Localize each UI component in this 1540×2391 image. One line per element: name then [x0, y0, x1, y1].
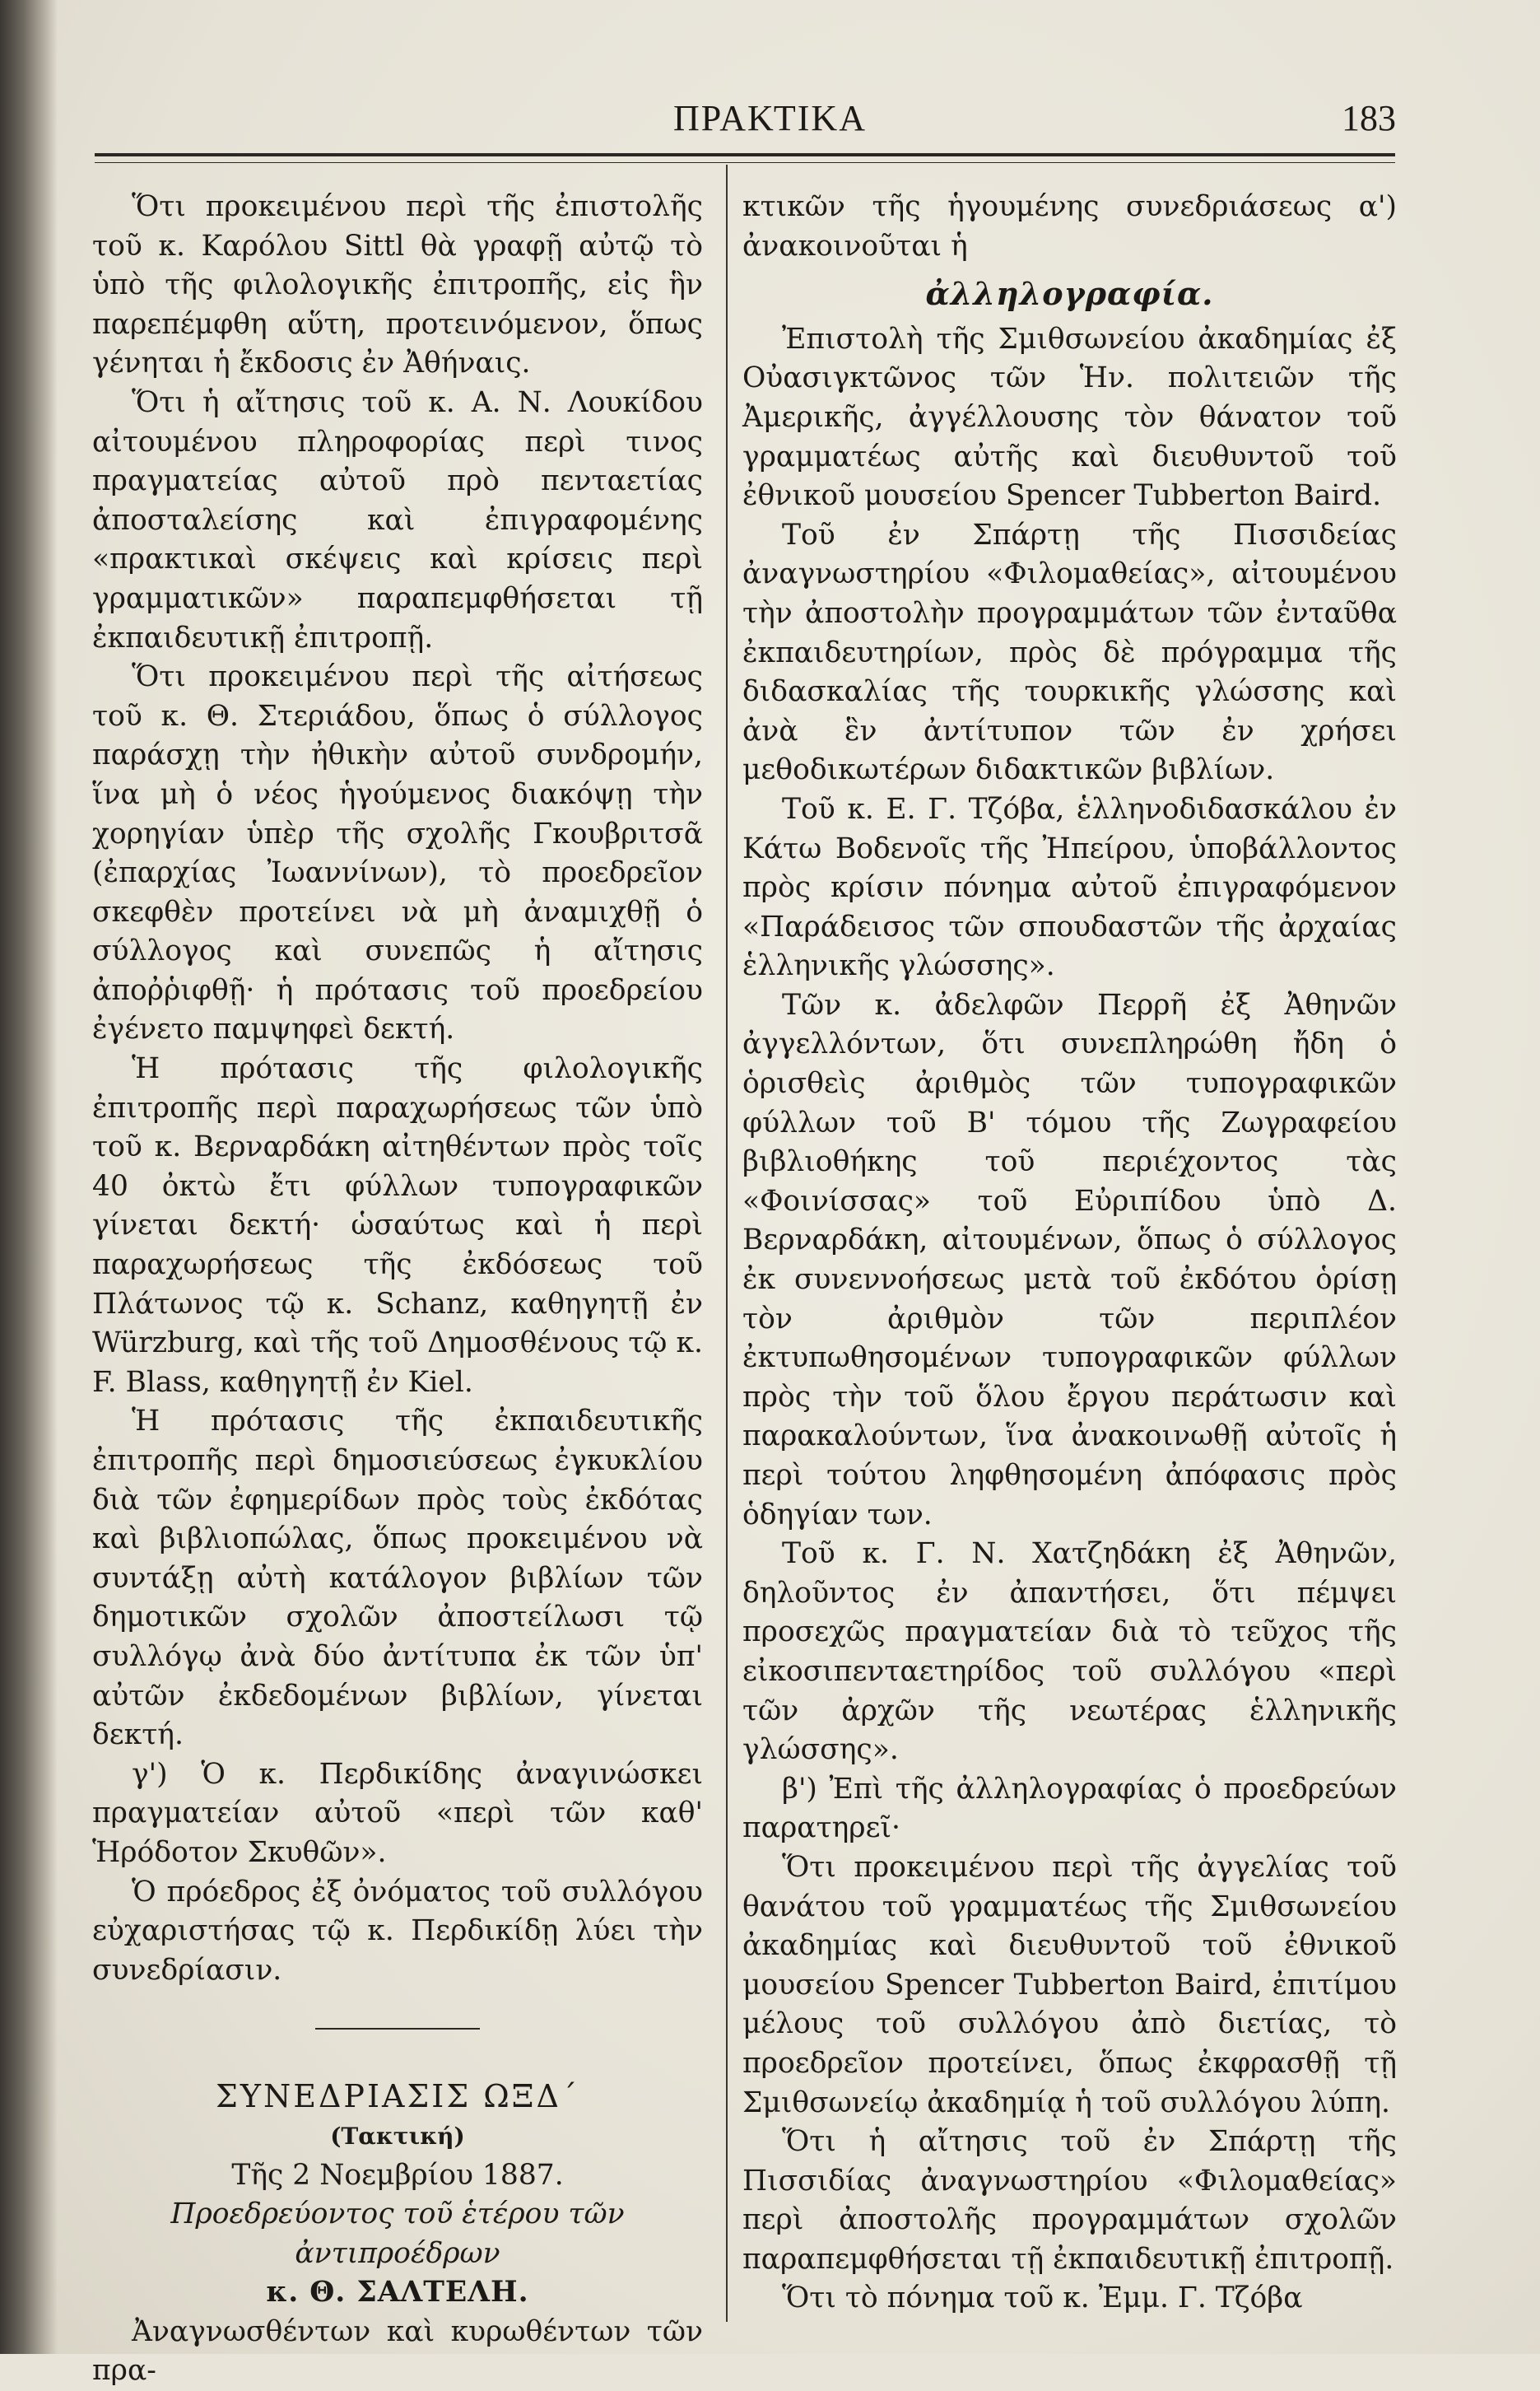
section-separator: [315, 2028, 480, 2030]
paragraph: Τοῦ κ. Ε. Γ. Τζόβα, ἑλληνοδιδασκάλου ἐν Κάτω Βοδενοῖς τῆς Ἠπείρου, ὑποβάλλοντος πρὸς κρίσιν πόνημα αὐτοῦ ἐπιγραφόμενον «Παράδεισος τῶν σπουδαστῶν τῆς ἀρχαίας ἑλληνικῆς γλώσσης».: [742, 792, 1397, 983]
paragraph: Ὅτι ἡ αἴτησις τοῦ ἐν Σπάρτῃ τῆς Πισσιδίας ἀναγνωστηρίου «Φιλομαθείας» περὶ ἀποστολῆς προγραμμάτων σχολῶν παραπεμφθήσεται τῇ ἐκπαιδευτικῇ ἐπιτροπῇ.: [742, 2125, 1397, 2276]
paragraph: Ὅτι προκειμένου περὶ τῆς ἀγγελίας τοῦ θανάτου τοῦ γραμματέως τῆς Σμιθσωνείου ἀκαδημίας καὶ διευθυντοῦ τοῦ ἐθνικοῦ μουσείου Spencer Tubberton Baird, ἐπιτίμου μέλους τοῦ συλλόγου ἀπὸ διετίας, τὸ προεδρεῖον προτείνει, ὅπως ἐκφρασθῇ τῇ Σμιθσωνείῳ ἀκαδημίᾳ ἡ τοῦ συλλόγου λύπη.: [742, 1850, 1397, 2119]
paragraph: γ') Ὁ κ. Περδικίδης ἀναγινώσκει πραγματείαν αὐτοῦ «περὶ τῶν καθ' Ἡρόδοτον Σκυθῶν».: [92, 1757, 703, 1869]
paragraph: β') Ἐπὶ τῆς ἀλληλογραφίας ὁ προεδρεύων παρατηρεῖ·: [742, 1772, 1397, 1845]
paragraph: Ὁ πρόεδρος ἐξ ὀνόματος τοῦ συλλόγου εὐχαριστήσας τῷ κ. Περδικίδῃ λύει τὴν συνεδρίασιν.: [92, 1875, 703, 1987]
paragraph: Ὅτι προκειμένου περὶ τῆς αἰτήσεως τοῦ κ. Θ. Στεριάδου, ὅπως ὁ σύλλογος παράσχῃ τὴν ἠθικὴν αὐτοῦ συνδρομήν, ἵνα μὴ ὁ νέος ἡγούμενος διακόψῃ τὴν χορηγίαν ὑπὲρ τῆς σχολῆς Γκουβριτσᾶ (ἐπαρχίας Ἰωαννίνων), τὸ προεδρεῖον σκεφθὲν προτείνει νὰ μὴ ἀναμιχθῇ ὁ σύλλογος καὶ συνεπῶς ἡ αἴτησις ἀποῤῥιφθῇ· ἡ πρότασις τοῦ προεδρείου ἐγένετο παμψηφεὶ δεκτή.: [92, 660, 703, 1046]
paragraph: Ὅτι ἡ αἴτησις τοῦ κ. Α. Ν. Λουκίδου αἰτουμένου πληροφορίας περὶ τινος πραγματείας αὐτοῦ πρὸ πενταετίας ἀποσταλείσης καὶ ἐπιγραφομένης «πρακτικαὶ σκέψεις καὶ κρίσεις περὶ γραμματικῶν» παραπεμφθήσεται τῇ ἐκπαιδευτικῇ ἐπιτροπῇ.: [92, 385, 703, 655]
paragraph: Τῶν κ. ἀδελφῶν Περρῆ ἐξ Ἀθηνῶν ἀγγελλόντων, ὅτι συνεπληρώθη ἤδη ὁ ὁρισθεὶς ἀριθμὸς τῶν τυπογραφικῶν φύλλων τοῦ Β' τόμου τῆς Ζωγραφείου βιβλιοθήκης τοῦ περιέχοντος τὰς «Φοινίσσας» τοῦ Εὐριπίδου ὑπὸ Δ. Βερναρδάκη, αἰτουμένων, ὅπως ὁ σύλλογος ἐκ συνεννοήσεως μετὰ τοῦ ἐκδότου ὁρίσῃ τὸν ἀριθμὸν τῶν περιπλέον ἐκτυπωθησομένων τυπογραφικῶν φύλλων πρὸς τὴν τοῦ ὅλου ἔργου περάτωσιν καὶ παρακαλούντων, ἵνα ἀνακοινωθῇ αὐτοῖς ἡ περὶ τούτου ληφθησομένη ἀπόφασις πρὸς ὁδηγίαν των.: [742, 988, 1397, 1531]
paragraph: Ὅτι προκειμένου περὶ τῆς ἐπιστολῆς τοῦ κ. Καρόλου Sittl θὰ γραφῇ αὐτῷ τὸ ὑπὸ τῆς φιλολογικῆς ἐπιτροπῆς, εἰς ἣν παρεπέμφθη αὕτη, προτεινόμενον, ὅπως γένηται ἡ ἔκδοσις ἐν Ἀθήναις.: [92, 190, 703, 380]
left-column: [92, 188, 703, 2391]
paragraph: Ἐπιστολὴ τῆς Σμιθσωνείου ἀκαδημίας ἐξ Οὐασιγκτῶνος τῶν Ἡν. πολιτειῶν τῆς Ἀμερικῆς, ἀγγέλλουσης τὸν θάνατον τοῦ γραμματέως αὐτῆς καὶ διευθυντοῦ τοῦ ἐθνικοῦ μουσείου Spencer Tubberton Baird.: [742, 322, 1397, 513]
book-binding-shadow: [0, 0, 58, 2354]
paragraph: Ὅτι τὸ πόνημα τοῦ κ. Ἐμμ. Γ. Τζόβα: [782, 2281, 1303, 2315]
session-title: ΣΥΝΕΔΡΙΑΣΙΣ ΩΞΔ΄: [216, 2078, 579, 2115]
header-rule-thin: [95, 162, 1395, 163]
paragraph: Ἡ πρότασις τῆς ἐκπαιδευτικῆς ἐπιτροπῆς περὶ δημοσιεύσεως ἐγκυκλίου διὰ τῶν ἐφημερίδων πρὸς τοὺς ἐκδότας καὶ βιβλιοπώλας, ὅπως προκειμένου νὰ συντάξῃ αὐτὴ κατάλογον βιβλίων τῶν δημοτικῶν σχολῶν ἀποστείλωσι τῷ συλλόγῳ ἀνὰ δύο ἀντίτυπα ἐκ τῶν ὑπ' αὐτῶν ἐκδεδομένων βιβλίων, γίνεται δεκτή.: [92, 1405, 703, 1752]
session-type: (Τακτική): [330, 2122, 465, 2150]
paragraph: κτικῶν τῆς ἡγουμένης συνεδριάσεως α') ἀνακοινοῦται ἡ: [742, 190, 1397, 263]
presiding-line: Προεδρεύοντος τοῦ ἑτέρου τῶν ἀντιπροέδρων: [170, 2198, 625, 2270]
paragraph: Τοῦ κ. Γ. Ν. Χατζηδάκη ἐξ Ἀθηνῶν, δηλοῦντος ἐν ἀπαντήσει, ὅτι πέμψει προσεχῶς πραγματείαν διὰ τὸ τεῦχος τῆς εἰκοσιπενταετηρίδος τοῦ συλλόγου «περὶ τῶν ἀρχῶν τῆς νεωτέρας ἑλληνικῆς γλώσσης».: [742, 1537, 1397, 1767]
paragraph: Ἀναγνωσθέντων καὶ κυρωθέντων τῶν πρα-: [92, 2314, 703, 2388]
session-date: Τῆς 2 Νοεμβρίου 1887.: [231, 2158, 564, 2192]
running-header-title: ΠΡΑΚΤΙΚΑ: [673, 98, 867, 138]
president-name: κ. Θ. ΣΑΛΤΕΛΗ.: [266, 2276, 529, 2309]
header-rule-thick: [95, 153, 1395, 156]
page-number: 183: [1342, 98, 1396, 138]
right-column: [742, 188, 1397, 2319]
correspondence-heading: ἀλληλογραφία.: [925, 275, 1214, 313]
paragraph: Ἡ πρότασις τῆς φιλολογικῆς ἐπιτροπῆς περὶ παραχωρήσεως τῶν ὑπὸ τοῦ κ. Βερναρδάκη αἰτηθέντων πρὸς τοῖς 40 ὀκτὼ ἔτι φύλλων τυπογραφικῶν γίνεται δεκτή· ὡσαύτως καὶ ἡ περὶ παραχωρήσεως τῆς ἐκδόσεως τοῦ Πλάτωνος τῷ κ. Schanz, καθηγητῇ ἐν Würzburg, καὶ τῆς τοῦ Δημοσθένους τῷ κ. F. Blass, καθηγητῇ ἐν Kiel.: [92, 1052, 703, 1399]
paragraph: Τοῦ ἐν Σπάρτῃ τῆς Πισσιδείας ἀναγνωστηρίου «Φιλομαθείας», αἰτουμένου τὴν ἀποστολὴν προγραμμάτων τῶν ἐνταῦθα ἐκπαιδευτηρίων, πρὸς δὲ πρόγραμμα τῆς διδασκαλίας τῆς τουρκικῆς γλώσσης καὶ ἀνὰ ἓν ἀντίτυπον τῶν ἐν χρήσει μεθοδικωτέρων διδακτικῶν βιβλίων.: [742, 518, 1397, 787]
column-divider: [726, 165, 728, 2322]
